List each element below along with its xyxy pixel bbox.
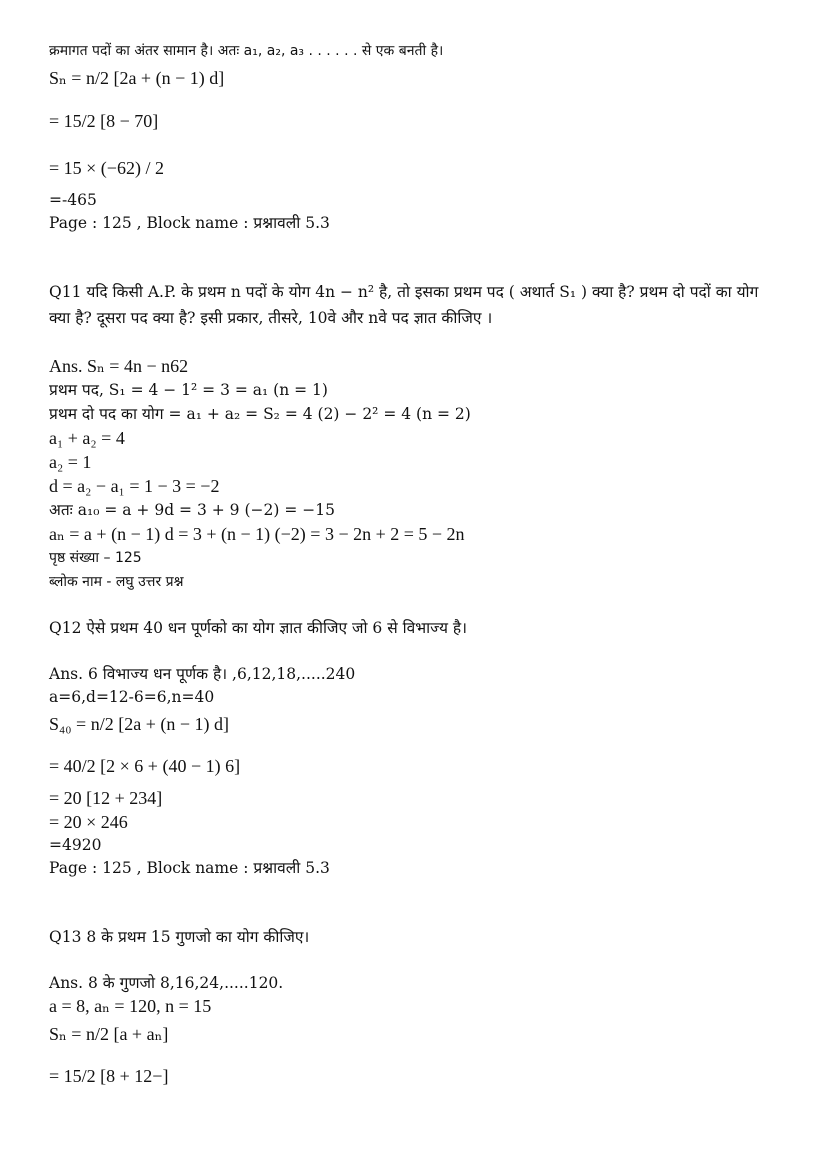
formula-sum: Sₙ = n/2 [a + aₙ] <box>49 1024 169 1044</box>
answer-line: aₙ = a + (n − 1) d = 3 + (n − 1) (−2) = 3 − 2n + 2 = 5 − 2n <box>49 524 465 544</box>
page-reference: पृष्ठ संख्या – 125 <box>49 550 142 566</box>
formula-step: = 15/2 [8 + 12−] <box>49 1066 169 1086</box>
answer-line: a = 8, aₙ = 120, n = 15 <box>49 996 212 1016</box>
formula-step: = 20 × 246 <box>49 812 128 832</box>
question-q11-line1: Q11 यदि किसी A.P. के प्रथम n पदों के योग 4n − n² है, तो इसका प्रथम पद ( अथार्त S₁ ) क्या है? प्रथम दो पदों का योग <box>49 283 759 301</box>
answer-line: a₂ = 1 <box>49 452 92 472</box>
answer-line: Ans. Sₙ = 4n − n62 <box>49 356 189 376</box>
result-text: =-465 <box>49 191 97 209</box>
formula-sum: Sₙ = n/2 [2a + (n − 1) d] <box>49 68 225 88</box>
block-reference: ब्लोक नाम - लघु उत्तर प्रश्न <box>49 574 184 590</box>
formula-sum: S₄₀ = n/2 [2a + (n − 1) d] <box>49 714 229 734</box>
answer-line: d = a₂ − a₁ = 1 − 3 = −2 <box>49 476 220 496</box>
answer-line: प्रथम दो पद का योग = a₁ + a₂ = S₂ = 4 (2) − 2² = 4 (n = 2) <box>49 405 471 423</box>
question-q12: Q12 ऐसे प्रथम 40 धन पूर्णको का योग ज्ञात कीजिए जो 6 से विभाज्य है। <box>49 619 468 637</box>
page-reference: Page : 125 , Block name : प्रश्नावली 5.3 <box>49 214 330 232</box>
result-text: =4920 <box>49 836 102 854</box>
question-q11-line2: क्या है? दूसरा पद क्या है? इसी प्रकार, तीसरे, 10वे और nवे पद ज्ञात कीजिए । <box>49 309 493 327</box>
formula-step: = 20 [12 + 234] <box>49 788 163 808</box>
question-q13: Q13 8 के प्रथम 15 गुणजो का योग कीजिए। <box>49 928 310 946</box>
text-line: क्रमागत पदों का अंतर सामान है। अतः a₁, a₂, a₃ . . . . . . से एक बनती है। <box>49 43 444 59</box>
answer-line: Ans. 8 के गुणजो 8,16,24,.....120. <box>49 974 284 992</box>
formula-step: = 15/2 [8 − 70] <box>49 111 159 131</box>
formula-step: = 40/2 [2 × 6 + (40 − 1) 6] <box>49 756 241 776</box>
formula-step: = 15 × (−62) / 2 <box>49 158 164 178</box>
answer-line: अतः a₁₀ = a + 9d = 3 + 9 (−2) = −15 <box>49 501 335 519</box>
answer-line: a=6,d=12-6=6,n=40 <box>49 688 215 706</box>
answer-line: Ans. 6 विभाज्य धन पूर्णक है। ,6,12,18,.....240 <box>49 665 356 683</box>
page-reference: Page : 125 , Block name : प्रश्नावली 5.3 <box>49 859 330 877</box>
answer-line: a₁ + a₂ = 4 <box>49 428 125 448</box>
answer-line: प्रथम पद, S₁ = 4 − 1² = 3 = a₁ (n = 1) <box>49 381 328 399</box>
